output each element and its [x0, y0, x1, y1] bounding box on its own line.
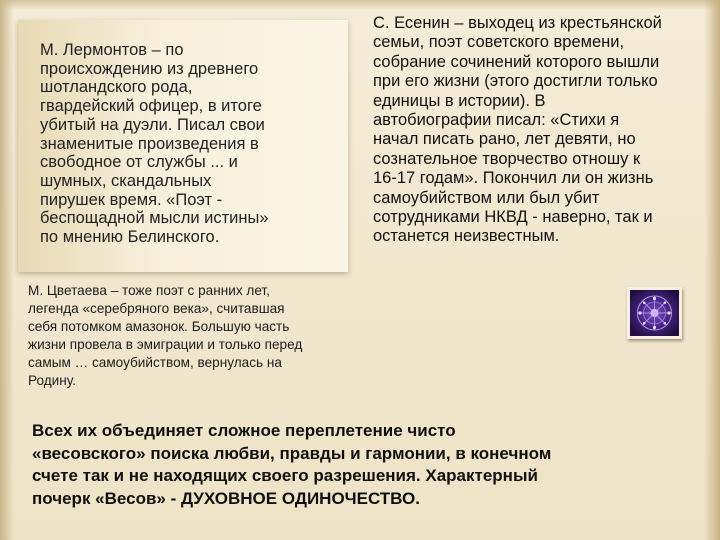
zodiac-wheel-icon — [627, 287, 682, 339]
lermontov-text: М. Лермонтов – по происхождению из древнего шотландского рода, гвардейский офицер, в итоге убитый на дуэли. Писал свои знаменитые произведения в свободное от службы ... и шумных, скандальных пирушек время. «Поэт - беспощадной мысли истины» по мнению Белинского. — [40, 41, 269, 247]
summary-text: Всех их объединяет сложное переплетение чисто «весовского» поиска любви, правды и гармонии, в конечном счете так и не находящих своего разрешения. Характерный почерк «Весов» - ДУХОВНОЕ ОДИНОЧЕСТВО. — [32, 421, 552, 508]
paper-edge-top — [0, 0, 720, 10]
esenin-text: С. Есенин – выходец из крестьянской семьи, поэт советского времени, собрание сочинений которого вышли при его жизни (этого достигли только единицы в истории). В автобиографии писал: «Стихи я начал писать рано, лет девяти, но сознательное творчество отношу к 16-17 годам». Покончил ли он жизнь самоубийством или был убит сотрудниками НКВД - наверно, так и останется неизвестным. — [373, 14, 662, 246]
tsvetaeva-text: М. Цветаева – тоже поэт с ранних лет, легенда «серебряного века», считавшая себя потомком амазонок. Большую часть жизни провела в эмиграции и только перед самым … самоубийством, вернулась на Родину. — [28, 283, 303, 388]
paper-edge-left — [0, 0, 14, 540]
